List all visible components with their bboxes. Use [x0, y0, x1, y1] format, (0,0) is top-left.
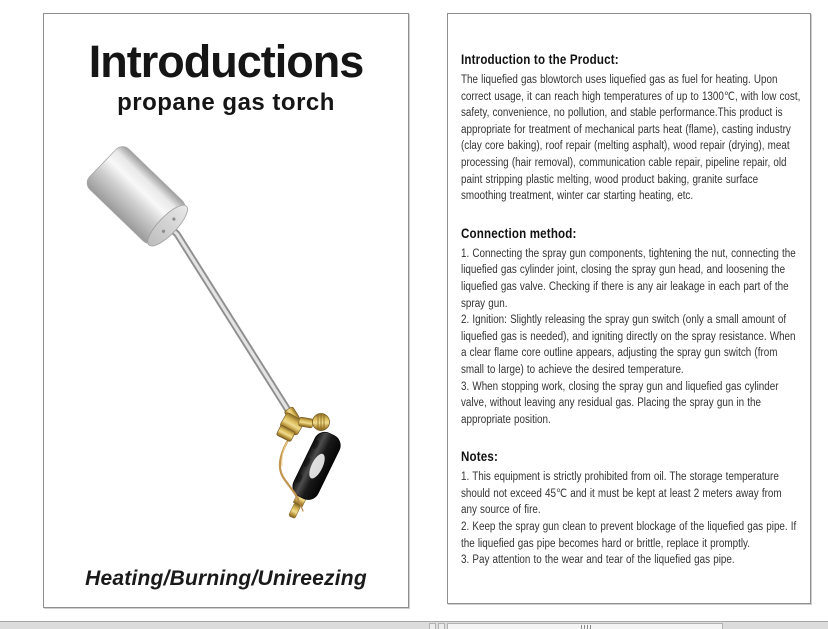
product-manual-text: [461, 52, 800, 590]
manual-page-cover: [43, 13, 409, 608]
page-subtitle: propane gas torch: [117, 89, 335, 117]
section-connection-method: [461, 226, 800, 429]
manual-page-text: [447, 13, 811, 604]
brass-valve-body: [276, 406, 313, 442]
igniter-wire: [280, 442, 303, 511]
page-caption: Heating/Burning/Unireezing: [85, 567, 367, 590]
rubber-grip-handle: [279, 429, 344, 524]
h-scroll-thumb[interactable]: [447, 623, 723, 629]
paragraph: 3. Pay attention to the wear and tear of the liquefied gas pipe.: [461, 554, 735, 567]
grip-label: [306, 452, 328, 481]
burner-head-cylinder: [83, 143, 193, 252]
paragraph: 2. Ignition: Slightly releasing the spray gun switch (only a small amount of liquefied gas is needed), and igniting directly on the spray resistance. When a clear flame core outline appears, adjusting the spray gun switch (from small to large) to achieve the desired temperature.: [461, 314, 796, 376]
paragraph: 3. When stopping work, closing the spray gun and liquefied gas cylinder valve, without leaving any residual gas. Placing the spray gun in the appropriate position.: [461, 380, 779, 426]
paragraph: 1. This equipment is strictly prohibited from oil. The storage temperature should not exceed 45℃ and it must be kept at least 2 meters away from any source of fire.: [461, 471, 782, 517]
scrollbar-button-icon[interactable]: [438, 623, 445, 629]
scrollbar-button-icon[interactable]: [429, 623, 436, 629]
gas-control-knob: [313, 414, 330, 431]
lance-tube: [165, 223, 293, 418]
inlet-nut: [276, 425, 295, 442]
scrollbar-grip-dots-icon: [581, 625, 591, 629]
section-notes: [461, 449, 800, 569]
section-heading: Notes:: [461, 449, 499, 465]
burner-end-cap: [142, 200, 192, 251]
page-title: Introductions: [88, 36, 364, 87]
brass-inlet-fitting: [293, 490, 308, 507]
section-heading: Connection method:: [461, 225, 577, 241]
paragraph: 1. Connecting the spray gun components, tightening the nut, connecting the liquefied gas cylinder joint, closing the spray gun head, and loosening the liquefied gas valve. Checking if there is any air leakage in each part of the spray gun.: [461, 247, 796, 310]
paragraph: The liquefied gas blowtorch uses liquefied gas as fuel for heating. Upon correct usage, it can reach high temperatures of up to 1300℃, with low cost, safety, convenience, no pollution, and stable performance.This product is appropriate for treatment of mechanical parts heat (flame), casting industry (clay core baking), roof repair (melting asphalt), wood repair (drying), meat processing (hair removal), communication cable repair, pipeline repair, old paint stripping plastic melting, wood product baking, granite surface smoothing treatment, winter car starting heating, etc.: [461, 74, 801, 203]
paragraph: 2. Keep the spray gun clean to prevent blockage of the liquefied gas pipe. If the liquefied gas pipe becomes hard or brittle, replace it promptly.: [461, 521, 797, 550]
section-heading: Introduction to the Product:: [461, 52, 619, 67]
section-introduction: [461, 52, 800, 205]
